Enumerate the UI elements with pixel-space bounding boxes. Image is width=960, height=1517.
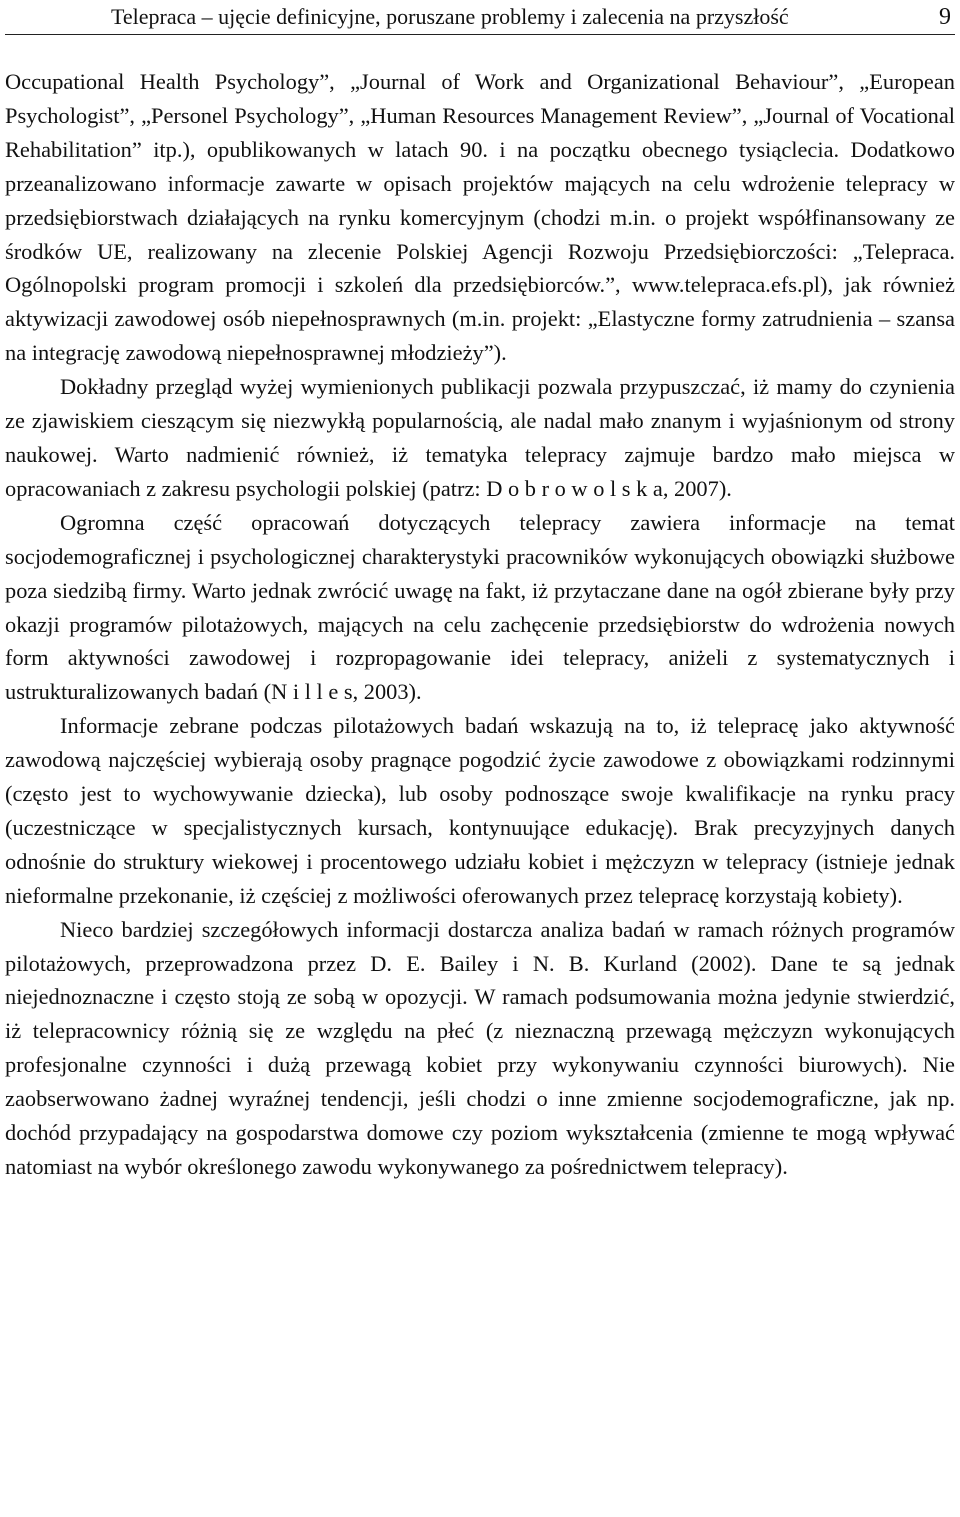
page xyxy=(5,0,955,1184)
paragraph: Ogromna część opracowań dotyczących telepracy zawiera informacje na temat socjodemograficznej i psychologicznej charakterystyki pracowników wykonujących obowiązki służbowe poza siedzibą firmy. Warto jednak zwrócić uwagę na fakt, iż przytaczane dane na ogół zbierane były przy okazji programów pilotażowych, mających na celu zachęcenie przedsiębiorstw do wdrożenia nowych form aktywności zawodowej i rozpropagowanie idei telepracy, aniżeli z systematycznych i ustrukturalizowanych badań (N i l l e s, 2003). xyxy=(5,509,955,705)
paragraph: Informacje zebrane podczas pilotażowych badań wskazują na to, iż telepracę jako aktywność zawodową najczęściej wybierają osoby pragnące pogodzić życie zawodowe z obowiązkami rodzinnymi (często jest to wychowywanie dziecka), lub osoby podnoszące swoje kwalifikacje na rynku pracy (uczestniczące w specjalistycznych kursach, kontynuujące edukację). Brak precyzyjnych danych odnośnie do struktury wiekowej i procentowego udziału kobiet i mężczyzn w telepracy (istnieje jednak nieformalne przekonanie, iż częściej z możliwości oferowanych przez telepracę korzystają kobiety). xyxy=(5,713,955,908)
running-title: Telepraca – ujęcie definicyjne, poruszane problemy i zalecenia na przyszłość xyxy=(111,4,789,29)
paragraph: Dokładny przegląd wyżej wymienionych publikacji pozwala przypuszczać, iż mamy do czynienia ze zjawiskiem cieszącym się niezwykłą popularnością, ale nadal mało znanym i wyjaśnionym od strony naukowej. Warto nadmienić również, iż tematyka telepracy zajmuje bardzo mało miejsca w opracowaniach z zakresu psychologii polskiej (patrz: D o b r o w o l s k a, 2007). xyxy=(5,374,955,501)
paragraph: Nieco bardziej szczegółowych informacji dostarcza analiza badań w ramach różnych programów pilotażowych, przeprowadzona przez D. E. Bailey i N. B. Kurland (2002). Dane te są jednak niejednoznaczne i często stoją ze sobą w opozycji. W ramach podsumowania można jedynie stwierdzić, iż telepracownicy różnią się ze względu na płeć (z nieznaczną przewagą mężczyzn wykonujących profesjonalne czynności i dużą przewagą kobiet przy wykonywaniu czynności biurowych). Nie zaobserwowano żadnej wyraźnej tendencji, jeśli chodzi o inne zmienne socjodemograficzne, jak np. dochód przypadający na gospodarstwa domowe czy poziom wykształcenia (zmienne te mogą wpływać natomiast na wybór określonego zawodu wykonywanego za pośrednictwem telepracy). xyxy=(5,916,955,1179)
page-number: 9 xyxy=(939,4,951,30)
paragraph-continuation: Occupational Health Psychology”, „Journal of Work and Organizational Behaviour”, „European Psychologist”, „Personel Psychology”, „Human Resources Management Review”, „Journal of Vocational Rehabilitation” itp.), opublikowanych w latach 90. i na początku obecnego tysiąclecia. Dodatkowo przeanalizowano informacje zawarte w opisach projektów mających na celu wdrożenie telepracy w przedsiębiorstwach działających na rynku komercyjnym (chodzi m.in. o projekt współfinansowany ze środków UE, realizowany na zlecenie Polskiej Agencji Rozwoju Przedsiębiorczości: „Telepraca. Ogólnopolski program promocji i szkoleń dla przedsiębiorców.”, www.telepraca.efs.pl), jak również aktywizacji zawodowej osób niepełnosprawnych (m.in. projekt: „Elastyczne formy zatrudnienia – szansa na integrację zawodową niepełnosprawnej młodzieży”). xyxy=(5,69,955,366)
running-header xyxy=(5,0,955,35)
body-text xyxy=(5,65,955,1184)
